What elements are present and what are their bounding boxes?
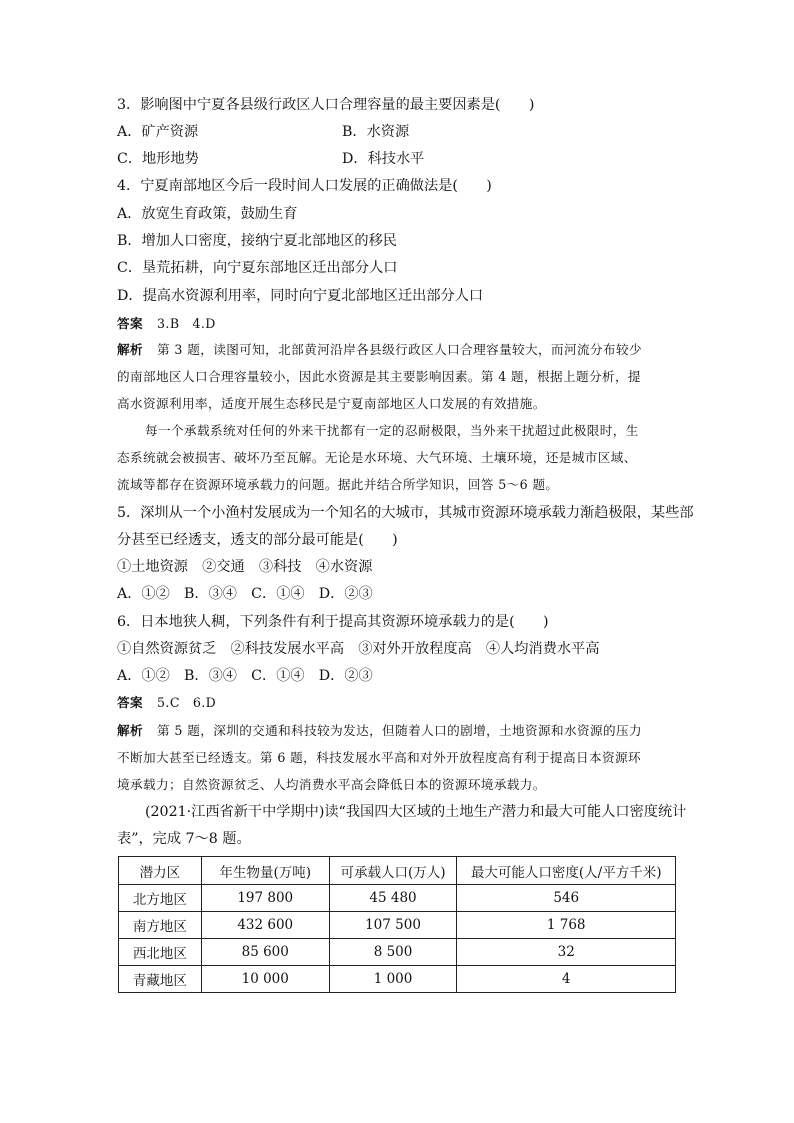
- q6-options: A．①② B．③④ C．①④ D．②③: [117, 668, 373, 684]
- table-cell: 青藏地区: [119, 966, 202, 993]
- q4-option-d: D．提高水资源利用率，同时向宁夏北部地区迁出部分人口: [117, 288, 484, 304]
- table-cell: 546: [457, 885, 676, 912]
- explanation-3-4-line-2: 的南部地区人口合理容量较小，因此水资源是其主要影响因素。第 4 题，根据上题分析，提: [117, 369, 641, 384]
- table-row: [119, 885, 676, 912]
- table-cell: 8 500: [329, 939, 457, 966]
- q3-option-c: C．地形地势: [117, 151, 199, 167]
- table-header-row: [119, 857, 676, 885]
- explanation-3-4-line-3: 高水资源利用率，适度开展生态移民是宁夏南部地区人口发展的有效措施。: [117, 396, 546, 411]
- table-cell: 107 500: [329, 912, 457, 939]
- q4-option-b: B．增加人口密度，接纳宁夏北部地区的移民: [117, 233, 397, 249]
- q3-option-d: D．科技水平: [342, 151, 425, 167]
- q3-option-b: B．水资源: [342, 124, 410, 140]
- answer-label: 答案: [117, 695, 143, 710]
- q6-items: ①自然资源贫乏 ②科技发展水平高 ③对外开放程度高 ④人均消费水平高: [117, 641, 600, 657]
- q3-stem: 3．影响图中宁夏各县级行政区人口合理容量的最主要因素是( ): [117, 97, 535, 113]
- explanation-label: 解析: [117, 723, 143, 738]
- q5-options: A．①② B．③④ C．①④ D．②③: [117, 586, 373, 602]
- table-cell: 10 000: [201, 966, 329, 993]
- q4-stem: 4．宁夏南部地区今后一段时间人口发展的正确做法是( ): [117, 178, 492, 194]
- q4-option-a: A．放宽生育政策，鼓励生育: [117, 206, 298, 222]
- table-cell: 1 768: [457, 912, 676, 939]
- answer-5-6: [117, 693, 216, 713]
- table-cell: 南方地区: [119, 912, 202, 939]
- table-cell: 北方地区: [119, 885, 202, 912]
- q5-items: ①土地资源 ②交通 ③科技 ④水资源: [117, 559, 373, 575]
- answer-text: 3.B 4.D: [157, 316, 216, 331]
- table-cell: 197 800: [201, 885, 329, 912]
- table-cell: 432 600: [201, 912, 329, 939]
- explanation-5-6-line-1: 解析 第 5 题，深圳的交通和科技较为发达，但随着人口的剧增，土地资源和水资源的压力: [117, 723, 642, 738]
- passage-line-2: 态系统就会被损害、破坏乃至瓦解。无论是水环境、大气环境、土壤环境，还是城市区域、: [117, 450, 637, 465]
- explanation-label: 解析: [117, 342, 143, 357]
- explanation-5-6-line-2: 不断加大甚至已经透支。第 6 题，科技发展水平高和对外开放程度高有利于提高日本资源环: [117, 750, 641, 765]
- q4-option-c: C．垦荒拓耕，向宁夏东部地区迁出部分人口: [117, 260, 398, 276]
- passage-line-1: 每一个承载系统对任何的外来干扰都有一定的忍耐极限，当外来干扰超过此极限时，生: [145, 423, 639, 438]
- table-cell: 4: [457, 966, 676, 993]
- table-row: [119, 939, 676, 966]
- table-header-cell: 最大可能人口密度(人/平方千米): [457, 857, 676, 885]
- intro-7-8-line-1: (2021·江西省新干中学期中)读“我国四大区域的土地生产潜力和最大可能人口密度统计: [145, 804, 687, 820]
- answer-3-4: [117, 314, 216, 334]
- table-header-cell: 年生物量(万吨): [201, 857, 329, 885]
- explanation-3-4-line-1: 解析 第 3 题，读图可知，北部黄河沿岸各县级行政区人口合理容量较大，而河流分布较少: [117, 342, 642, 357]
- answer-label: 答案: [117, 316, 143, 331]
- q3-option-a: A．矿产资源: [117, 124, 199, 140]
- statistics-table: [118, 856, 676, 993]
- q5-stem-line-1: 5．深圳从一个小渔村发展成为一个知名的大城市，其城市资源环境承载力渐趋极限，某些部: [117, 505, 694, 521]
- answer-text: 5.C 6.D: [157, 695, 217, 710]
- table-row: [119, 912, 676, 939]
- table-cell: 32: [457, 939, 676, 966]
- q5-stem-line-2: 分甚至已经透支，透支的部分最可能是( ): [117, 532, 398, 548]
- explanation-5-6-line-3: 境承载力；自然资源贫乏、人均消费水平高会降低日本的资源环境承载力。: [117, 777, 546, 792]
- table-cell: 1 000: [329, 966, 457, 993]
- table-cell: 85 600: [201, 939, 329, 966]
- intro-7-8-line-2: 表”，完成 7～8 题。: [117, 831, 251, 847]
- table-row: [119, 966, 676, 993]
- table-cell: 西北地区: [119, 939, 202, 966]
- table-header-cell: 潜力区: [119, 857, 202, 885]
- table-cell: 45 480: [329, 885, 457, 912]
- table-header-cell: 可承载人口(万人): [329, 857, 457, 885]
- passage-line-3: 流域等都存在资源环境承载力的问题。据此并结合所学知识，回答 5～6 题。: [117, 477, 559, 492]
- q6-stem: 6．日本地狭人稠，下列条件有利于提高其资源环境承载力的是( ): [117, 614, 549, 630]
